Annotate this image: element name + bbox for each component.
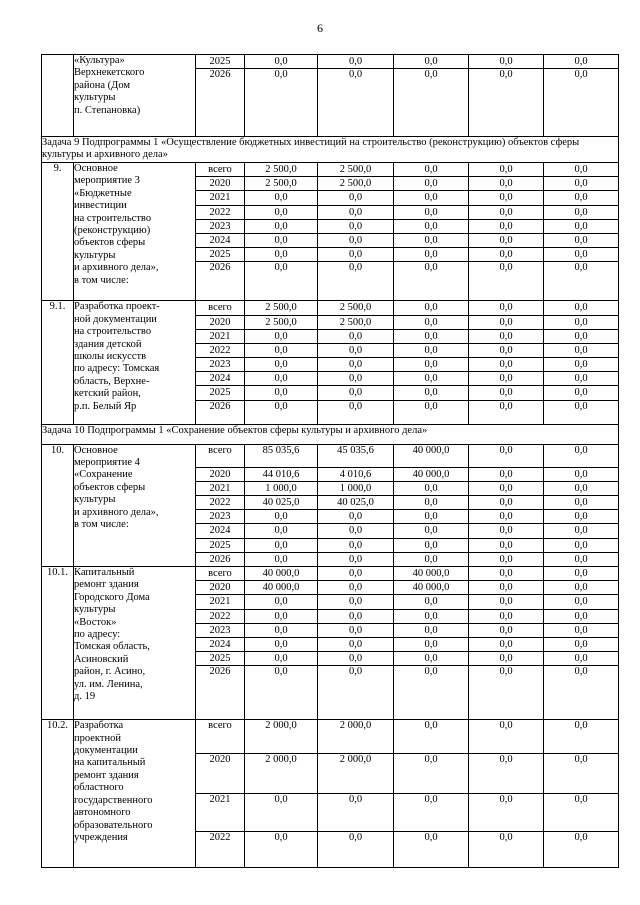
year-cell: 2020	[196, 754, 245, 794]
value-cell: 0,0	[469, 623, 544, 637]
item-description: Основное мероприятие 4 «Сохранение объектов сферы культуры и архивного дела», в том числе:	[74, 444, 196, 566]
value-cell: 0,0	[318, 248, 394, 262]
value-cell: 0,0	[394, 720, 469, 754]
value-cell: 0,0	[544, 233, 619, 247]
value-cell: 0,0	[544, 637, 619, 651]
table-body	[42, 55, 619, 868]
year-cell: 2020	[196, 177, 245, 191]
value-cell: 0,0	[245, 372, 318, 386]
value-cell: 0,0	[318, 191, 394, 205]
value-cell: 40 000,0	[394, 467, 469, 481]
item-number: 10.2.	[42, 720, 74, 868]
value-cell: 0,0	[544, 177, 619, 191]
year-cell: 2021	[196, 191, 245, 205]
year-cell: всего	[196, 720, 245, 754]
year-cell: всего	[196, 163, 245, 177]
value-cell: 0,0	[394, 219, 469, 233]
value-cell: 0,0	[469, 566, 544, 580]
value-cell: 0,0	[394, 191, 469, 205]
value-cell: 0,0	[318, 794, 394, 832]
year-cell: 2024	[196, 637, 245, 651]
value-cell: 0,0	[245, 510, 318, 524]
value-cell: 0,0	[469, 609, 544, 623]
value-cell: 0,0	[394, 496, 469, 510]
value-cell: 0,0	[318, 666, 394, 720]
value-cell: 0,0	[318, 343, 394, 357]
value-cell: 0,0	[469, 163, 544, 177]
value-cell: 0,0	[318, 510, 394, 524]
value-cell: 0,0	[544, 552, 619, 566]
value-cell: 0,0	[544, 329, 619, 343]
value-cell: 0,0	[469, 262, 544, 301]
page-number: 6	[317, 21, 323, 35]
value-cell: 0,0	[245, 248, 318, 262]
value-cell: 0,0	[544, 754, 619, 794]
value-cell: 0,0	[469, 496, 544, 510]
value-cell: 0,0	[544, 55, 619, 69]
value-cell: 0,0	[544, 386, 619, 400]
value-cell: 0,0	[318, 329, 394, 343]
value-cell: 0,0	[469, 301, 544, 315]
task-heading: Задача 10 Подпрограммы 1 «Сохранение объектов сферы культуры и архивного дела»	[42, 424, 619, 444]
value-cell: 0,0	[394, 481, 469, 495]
value-cell: 2 500,0	[318, 177, 394, 191]
value-cell: 0,0	[394, 609, 469, 623]
value-cell: 0,0	[394, 177, 469, 191]
value-cell: 0,0	[469, 524, 544, 538]
value-cell: 0,0	[394, 652, 469, 666]
table-row	[42, 301, 619, 315]
item-number: 10.	[42, 444, 74, 566]
value-cell: 0,0	[394, 163, 469, 177]
year-cell: 2022	[196, 496, 245, 510]
value-cell: 0,0	[394, 262, 469, 301]
year-cell: 2021	[196, 329, 245, 343]
value-cell: 0,0	[544, 481, 619, 495]
value-cell: 0,0	[394, 400, 469, 424]
value-cell: 40 025,0	[245, 496, 318, 510]
value-cell: 0,0	[394, 233, 469, 247]
value-cell: 0,0	[245, 400, 318, 424]
value-cell: 0,0	[469, 481, 544, 495]
value-cell: 0,0	[544, 720, 619, 754]
value-cell: 0,0	[394, 794, 469, 832]
value-cell: 0,0	[245, 233, 318, 247]
table-row	[42, 55, 619, 69]
year-cell: 2020	[196, 581, 245, 595]
task-row	[42, 424, 619, 444]
value-cell: 0,0	[544, 524, 619, 538]
value-cell: 2 500,0	[245, 301, 318, 315]
value-cell: 40 025,0	[318, 496, 394, 510]
value-cell: 0,0	[245, 329, 318, 343]
value-cell: 0,0	[318, 538, 394, 552]
value-cell: 0,0	[469, 177, 544, 191]
value-cell: 0,0	[544, 163, 619, 177]
value-cell: 2 000,0	[245, 720, 318, 754]
item-number	[42, 55, 74, 137]
value-cell: 0,0	[469, 400, 544, 424]
value-cell: 0,0	[544, 358, 619, 372]
value-cell: 0,0	[318, 832, 394, 868]
value-cell: 0,0	[394, 754, 469, 794]
value-cell: 40 000,0	[394, 566, 469, 580]
value-cell: 40 000,0	[394, 581, 469, 595]
value-cell: 0,0	[245, 386, 318, 400]
value-cell: 0,0	[245, 609, 318, 623]
value-cell: 0,0	[544, 372, 619, 386]
value-cell: 0,0	[469, 832, 544, 868]
value-cell: 0,0	[469, 666, 544, 720]
value-cell: 0,0	[469, 55, 544, 69]
year-cell: всего	[196, 444, 245, 467]
value-cell: 0,0	[394, 69, 469, 137]
value-cell: 0,0	[245, 191, 318, 205]
value-cell: 0,0	[469, 358, 544, 372]
year-cell: 2023	[196, 219, 245, 233]
value-cell: 0,0	[544, 496, 619, 510]
value-cell: 0,0	[469, 372, 544, 386]
value-cell: 40 000,0	[394, 444, 469, 467]
value-cell: 2 000,0	[318, 720, 394, 754]
value-cell: 0,0	[394, 372, 469, 386]
value-cell: 0,0	[544, 623, 619, 637]
value-cell: 0,0	[469, 444, 544, 467]
value-cell: 0,0	[394, 329, 469, 343]
year-cell: 2026	[196, 666, 245, 720]
year-cell: 2026	[196, 400, 245, 424]
value-cell: 0,0	[394, 666, 469, 720]
value-cell: 0,0	[469, 510, 544, 524]
value-cell: 0,0	[394, 205, 469, 219]
item-description: Разработка проектной документации на капитальный ремонт здания областного государственного автономного образовательного учреждения	[74, 720, 196, 868]
value-cell: 0,0	[318, 262, 394, 301]
value-cell: 2 500,0	[318, 163, 394, 177]
value-cell: 0,0	[394, 524, 469, 538]
value-cell: 0,0	[544, 595, 619, 609]
item-description: Разработка проект- ной документации на строительство здания детской школы искусств по адресу: Томская область, Верхне- кетский район, р.п. Белый Яр	[74, 301, 196, 424]
value-cell: 0,0	[469, 754, 544, 794]
year-cell: 2020	[196, 467, 245, 481]
value-cell: 0,0	[318, 386, 394, 400]
table-row	[42, 163, 619, 177]
value-cell: 0,0	[394, 358, 469, 372]
year-cell: 2023	[196, 510, 245, 524]
value-cell: 0,0	[318, 623, 394, 637]
value-cell: 0,0	[544, 444, 619, 467]
year-cell: 2024	[196, 233, 245, 247]
value-cell: 0,0	[394, 386, 469, 400]
year-cell: 2021	[196, 595, 245, 609]
value-cell: 0,0	[544, 400, 619, 424]
task-heading: Задача 9 Подпрограммы 1 «Осуществление бюджетных инвестиций на строительство (реконструкцию) объектов сферы культуры и архивного дела»	[42, 137, 619, 163]
value-cell: 0,0	[318, 595, 394, 609]
value-cell: 44 010,6	[245, 467, 318, 481]
value-cell: 0,0	[245, 358, 318, 372]
value-cell: 0,0	[245, 666, 318, 720]
value-cell: 0,0	[469, 205, 544, 219]
item-number: 9.1.	[42, 301, 74, 424]
value-cell: 0,0	[394, 538, 469, 552]
task-row	[42, 137, 619, 163]
year-cell: 2024	[196, 372, 245, 386]
value-cell: 0,0	[318, 609, 394, 623]
value-cell: 0,0	[318, 69, 394, 137]
value-cell: 0,0	[245, 623, 318, 637]
value-cell: 0,0	[544, 609, 619, 623]
year-cell: 2026	[196, 552, 245, 566]
item-description: Капитальный ремонт здания Городского Дома культуры «Восток» по адресу: Томская область, Асиновский район, г. Асино, ул. им. Ленина, д. 19	[74, 566, 196, 719]
year-cell: 2023	[196, 358, 245, 372]
value-cell: 0,0	[394, 248, 469, 262]
value-cell: 4 010,6	[318, 467, 394, 481]
year-cell: 2025	[196, 55, 245, 69]
value-cell: 2 500,0	[245, 315, 318, 329]
value-cell: 0,0	[544, 343, 619, 357]
value-cell: 0,0	[245, 205, 318, 219]
value-cell: 0,0	[318, 566, 394, 580]
year-cell: 2022	[196, 832, 245, 868]
value-cell: 0,0	[245, 637, 318, 651]
value-cell: 40 000,0	[245, 566, 318, 580]
value-cell: 0,0	[469, 467, 544, 481]
value-cell: 0,0	[245, 343, 318, 357]
value-cell: 0,0	[544, 581, 619, 595]
value-cell: 0,0	[245, 55, 318, 69]
value-cell: 0,0	[245, 219, 318, 233]
value-cell: 0,0	[544, 69, 619, 137]
year-cell: 2024	[196, 524, 245, 538]
value-cell: 0,0	[469, 248, 544, 262]
value-cell: 0,0	[318, 400, 394, 424]
value-cell: 0,0	[544, 538, 619, 552]
value-cell: 0,0	[469, 637, 544, 651]
year-cell: всего	[196, 566, 245, 580]
value-cell: 0,0	[544, 794, 619, 832]
value-cell: 0,0	[544, 510, 619, 524]
value-cell: 2 000,0	[245, 754, 318, 794]
value-cell: 0,0	[394, 315, 469, 329]
value-cell: 0,0	[394, 637, 469, 651]
value-cell: 0,0	[245, 595, 318, 609]
value-cell: 0,0	[469, 720, 544, 754]
value-cell: 0,0	[318, 552, 394, 566]
year-cell: 2025	[196, 652, 245, 666]
year-cell: 2022	[196, 343, 245, 357]
value-cell: 0,0	[318, 372, 394, 386]
value-cell: 0,0	[469, 69, 544, 137]
value-cell: 0,0	[469, 595, 544, 609]
year-cell: 2026	[196, 69, 245, 137]
value-cell: 0,0	[469, 219, 544, 233]
value-cell: 0,0	[469, 652, 544, 666]
table-row	[42, 720, 619, 754]
year-cell: 2020	[196, 315, 245, 329]
value-cell: 0,0	[469, 343, 544, 357]
value-cell: 0,0	[544, 301, 619, 315]
value-cell: 0,0	[394, 55, 469, 69]
value-cell: 0,0	[469, 794, 544, 832]
value-cell: 0,0	[544, 315, 619, 329]
value-cell: 0,0	[544, 666, 619, 720]
year-cell: 2023	[196, 623, 245, 637]
value-cell: 45 035,6	[318, 444, 394, 467]
value-cell: 2 000,0	[318, 754, 394, 794]
value-cell: 0,0	[544, 191, 619, 205]
value-cell: 0,0	[469, 233, 544, 247]
value-cell: 0,0	[318, 358, 394, 372]
value-cell: 0,0	[544, 205, 619, 219]
value-cell: 0,0	[318, 233, 394, 247]
value-cell: 0,0	[469, 538, 544, 552]
value-cell: 0,0	[394, 301, 469, 315]
value-cell: 2 500,0	[318, 315, 394, 329]
value-cell: 0,0	[544, 566, 619, 580]
year-cell: 2021	[196, 794, 245, 832]
value-cell: 0,0	[245, 262, 318, 301]
budget-table	[41, 54, 619, 868]
year-cell: 2026	[196, 262, 245, 301]
value-cell: 0,0	[394, 552, 469, 566]
value-cell: 0,0	[394, 595, 469, 609]
value-cell: 0,0	[318, 205, 394, 219]
value-cell: 0,0	[394, 623, 469, 637]
value-cell: 0,0	[394, 343, 469, 357]
value-cell: 0,0	[544, 467, 619, 481]
value-cell: 0,0	[318, 55, 394, 69]
table-row	[42, 444, 619, 467]
value-cell: 0,0	[469, 329, 544, 343]
value-cell: 0,0	[469, 315, 544, 329]
table-row	[42, 566, 619, 580]
value-cell: 0,0	[318, 637, 394, 651]
value-cell: 0,0	[469, 386, 544, 400]
value-cell: 85 035,6	[245, 444, 318, 467]
value-cell: 40 000,0	[245, 581, 318, 595]
value-cell: 0,0	[318, 652, 394, 666]
value-cell: 0,0	[245, 652, 318, 666]
item-number: 9.	[42, 163, 74, 301]
year-cell: 2022	[196, 205, 245, 219]
item-description: Основное мероприятие 3 «Бюджетные инвестиции на строительство (реконструкцию) объектов сферы культуры и архивного дела», в том числе:	[74, 163, 196, 301]
value-cell: 0,0	[544, 832, 619, 868]
year-cell: 2022	[196, 609, 245, 623]
year-cell: 2025	[196, 538, 245, 552]
item-description: «Культура» Верхнекетского района (Дом культуры п. Степановка)	[74, 55, 196, 137]
value-cell: 2 500,0	[318, 301, 394, 315]
value-cell: 0,0	[469, 581, 544, 595]
value-cell: 0,0	[544, 652, 619, 666]
value-cell: 0,0	[245, 832, 318, 868]
value-cell: 0,0	[245, 794, 318, 832]
value-cell: 0,0	[245, 538, 318, 552]
value-cell: 0,0	[245, 552, 318, 566]
value-cell: 0,0	[544, 262, 619, 301]
value-cell: 0,0	[544, 219, 619, 233]
year-cell: 2025	[196, 248, 245, 262]
value-cell: 0,0	[469, 191, 544, 205]
year-cell: всего	[196, 301, 245, 315]
value-cell: 0,0	[245, 69, 318, 137]
value-cell: 0,0	[245, 524, 318, 538]
year-cell: 2025	[196, 386, 245, 400]
value-cell: 2 500,0	[245, 163, 318, 177]
value-cell: 2 500,0	[245, 177, 318, 191]
item-number: 10.1.	[42, 566, 74, 719]
value-cell: 0,0	[394, 832, 469, 868]
value-cell: 0,0	[394, 510, 469, 524]
value-cell: 0,0	[318, 219, 394, 233]
value-cell: 0,0	[544, 248, 619, 262]
value-cell: 0,0	[318, 524, 394, 538]
value-cell: 1 000,0	[245, 481, 318, 495]
value-cell: 1 000,0	[318, 481, 394, 495]
value-cell: 0,0	[318, 581, 394, 595]
value-cell: 0,0	[469, 552, 544, 566]
year-cell: 2021	[196, 481, 245, 495]
